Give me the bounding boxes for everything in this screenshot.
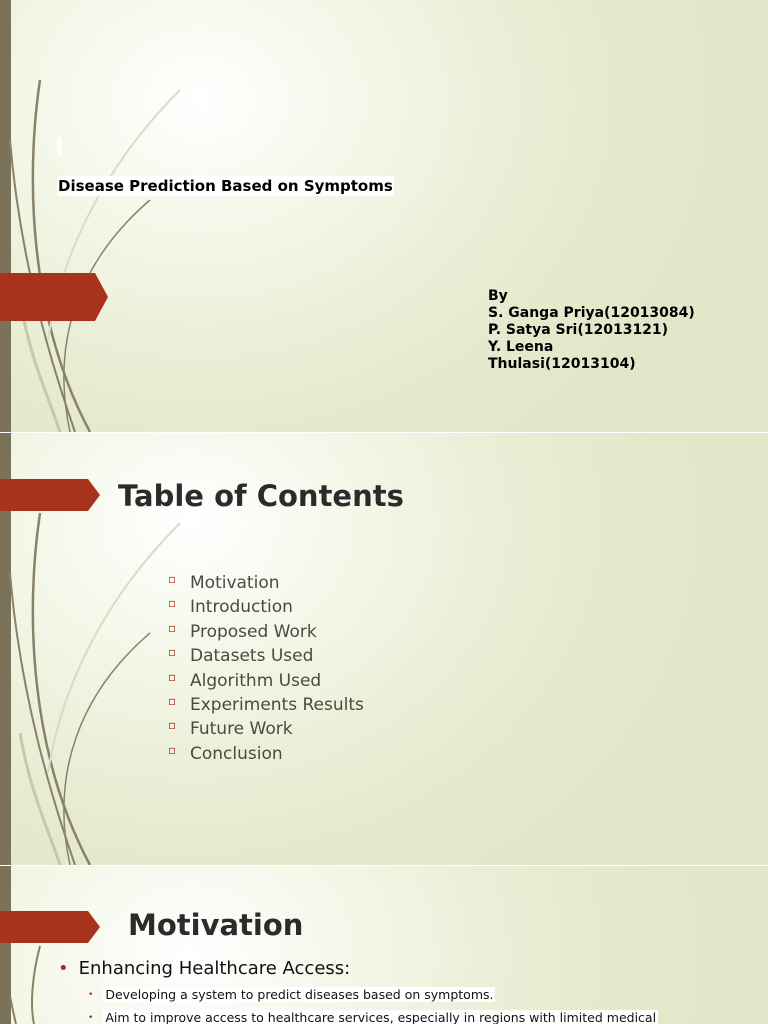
toc-item: ▫ Motivation [168,572,280,593]
square-bullet-icon: ▫ [168,596,177,611]
motivation-heading: • Enhancing Healthcare Access: [58,958,351,979]
toc-title: Table of Contents [118,479,404,513]
toc-item: ▫ Algorithm Used [168,669,322,691]
motivation-point: • Developing a system to predict diseases based on symptoms. [88,987,494,1002]
motivation-title: Motivation [128,908,304,942]
author-line: P. Satya Sri(12013121) [488,322,669,338]
presentation-title: Disease Prediction Based on Symptoms [58,177,393,195]
text-cursor-mark [57,137,62,155]
square-bullet-icon: ▫ [168,572,177,586]
author-line: By [488,288,508,304]
square-bullet-icon: ▫ [168,669,177,684]
toc-accent-tag [0,479,100,511]
toc-slide [0,433,768,865]
author-line: Y. Leena [488,339,554,355]
square-bullet-icon: ▫ [168,620,177,635]
toc-item: ▫ Introduction [168,596,293,618]
square-bullet-icon: ▫ [168,645,177,660]
title-accent-tag [0,273,108,321]
author-block [488,288,695,373]
bullet-dot-icon: • [58,958,69,979]
toc-list [168,571,364,766]
author-line: Thulasi(12013104) [488,356,636,372]
square-bullet-icon: ▫ [168,693,177,708]
square-bullet-icon: ▫ [168,742,177,757]
motivation-accent-tag [0,911,100,943]
toc-item: ▫ Experiments Results [168,693,364,715]
motivation-point: • Aim to improve access to healthcare services, especially in regions with limited medical [88,1010,657,1024]
decorative-curves [0,0,200,432]
toc-item: ▫ Future Work [168,718,293,740]
title-slide [0,0,768,432]
bullet-dot-icon: • [88,1013,94,1023]
toc-item: ▫ Proposed Work [168,620,317,642]
toc-item: ▫ Conclusion [168,742,283,764]
toc-item: ▫ Datasets Used [168,645,314,667]
square-bullet-icon: ▫ [168,718,177,733]
author-line: S. Ganga Priya(12013084) [488,305,695,321]
motivation-slide [0,866,768,1024]
bullet-dot-icon: • [88,990,94,1000]
